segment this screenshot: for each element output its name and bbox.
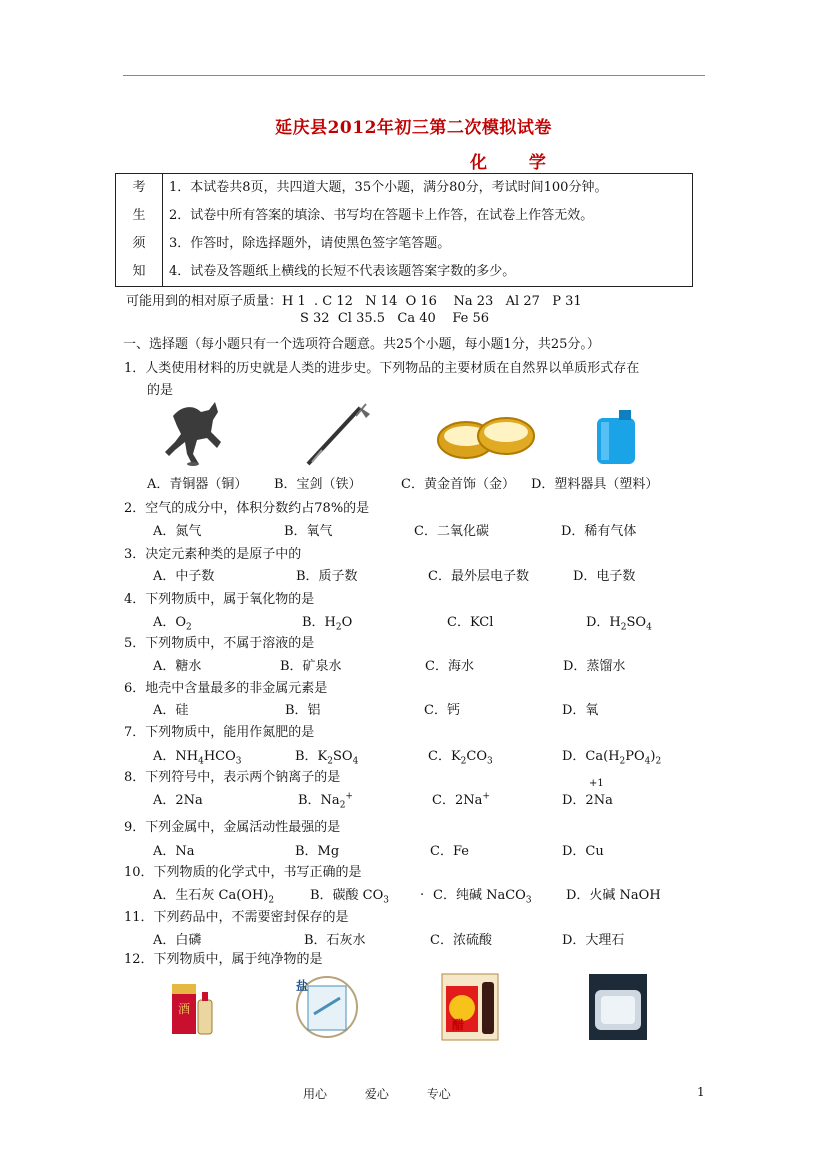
q11-option-d: D．大理石: [562, 933, 625, 948]
notice-item: 1．本试卷共8页，共四道大题，35个小题，满分80分，考试时间100分钟。: [169, 180, 608, 195]
q1-option-d: D．塑料器具（塑料）: [531, 477, 659, 492]
question-8-stem: 8．下列符号中，表示两个钠离子的是: [124, 770, 341, 785]
q8-option-d: D．2Na: [562, 793, 613, 808]
q11-option-b: B．石灰水: [304, 933, 366, 948]
exam-subject: 化 学: [470, 153, 564, 173]
q10-option-c: C．纯碱 NaCO$_3$: [433, 888, 532, 906]
q6-option-d: D．氧: [562, 703, 599, 718]
q6-option-c: C．钙: [424, 703, 460, 718]
q9-option-c: C．Fe: [430, 844, 469, 859]
question-9-stem: 9．下列金属中，金属活动性最强的是: [124, 820, 341, 835]
q2-option-c: C．二氧化碳: [414, 524, 489, 539]
q10-option-b: B．碳酸 $CO_3$: [310, 888, 390, 906]
ice-block-icon: [589, 974, 647, 1040]
q3-option-d: D．电子数: [573, 569, 636, 584]
q4-option-c: C．KCl: [447, 615, 494, 630]
notice-items: [163, 174, 693, 287]
notice-item: 2．试卷中所有答案的填涂、书写均在答题卡上作答，在试卷上作答无效。: [169, 208, 594, 223]
footer-word: 用心: [303, 1087, 328, 1101]
question-1-stem-cont: 的是: [147, 383, 174, 398]
q7-option-b: B．$K_2SO_4$: [295, 749, 359, 767]
q6-option-b: B．铝: [285, 703, 321, 718]
sword-icon: [302, 400, 374, 470]
exam-title: 延庆县2012年初三第二次模拟试卷: [275, 118, 552, 138]
q1-option-a: A．青铜器（铜）: [147, 477, 248, 492]
notice-item: 4．试卷及答题纸上横线的长短不代表该题答案字数的多少。: [169, 264, 516, 279]
q7-option-d: D．$Ca(H_2PO_4)_2$: [562, 749, 662, 767]
q5-option-a: A．糖水: [153, 659, 202, 674]
footer-word: 爱心: [364, 1087, 389, 1101]
q2-option-a: A．氮气: [153, 524, 202, 539]
question-4-stem: 4．下列物质中，属于氧化物的是: [124, 592, 315, 607]
header-rule: [123, 75, 705, 76]
q11-option-a: A．白磷: [153, 933, 202, 948]
candidate-notice-table: [115, 173, 693, 287]
q3-option-b: B．质子数: [296, 569, 358, 584]
q11-option-c: C．浓硫酸: [430, 933, 492, 948]
q8-option-d-valence: +1: [589, 778, 604, 789]
question-7-stem: 7．下列物质中，能用作氮肥的是: [124, 725, 315, 740]
liquor-box-icon: [170, 980, 216, 1038]
question-1-stem: 1．人类使用材料的历史就是人类的进步史。下列物品的主要材质在自然界以单质形式存在: [124, 361, 640, 376]
q4-option-d: D．$H_2SO_4$: [586, 615, 652, 633]
q7-option-a: A．$NH_4HCO_3$: [153, 749, 242, 767]
q9-option-a: A．Na: [153, 844, 195, 859]
q5-option-c: C．海水: [425, 659, 474, 674]
q3-option-c: C．最外层电子数: [428, 569, 529, 584]
q5-option-d: D．蒸馏水: [563, 659, 626, 674]
q10-dot: .: [420, 884, 425, 899]
notice-side-label: 考 生 须 知: [116, 174, 163, 287]
question-3-stem: 3．决定元素种类的是原子中的: [124, 547, 302, 562]
q1-option-c: C．黄金首饰（金）: [401, 477, 515, 492]
q10-option-d: D．火碱 NaOH: [566, 888, 661, 903]
gold-bracelet-icon: [436, 410, 536, 462]
plastic-jug-icon: [593, 408, 639, 466]
question-5-stem: 5．下列物质中，不属于溶液的是: [124, 636, 315, 651]
bronze-horse-icon: [163, 398, 231, 468]
q9-option-b: B．Mg: [295, 844, 340, 859]
question-6-stem: 6．地壳中含量最多的非金属元素是: [124, 681, 328, 696]
q8-option-c: C．2Na+: [432, 791, 490, 808]
section-heading: 一、选择题（每小题只有一个选项符合题意。共25个小题，每小题1分，共25分。）: [123, 337, 600, 352]
q9-option-d: D．Cu: [562, 844, 604, 859]
q8-option-a: A．2Na: [153, 793, 203, 808]
q2-option-d: D．稀有气体: [561, 524, 637, 539]
q7-option-c: C．$K_2CO_3$: [428, 749, 493, 767]
q4-option-b: B．$H_2O$: [302, 615, 353, 633]
q8-option-b: B．$Na_2^+$: [298, 791, 353, 811]
question-10-stem: 10．下列物质的化学式中，书写正确的是: [124, 865, 362, 880]
page-number: 1: [697, 1085, 705, 1099]
q5-option-b: B．矿泉水: [280, 659, 342, 674]
q10-option-a: A．生石灰 $Ca(OH)_2$: [153, 888, 275, 906]
question-11-stem: 11．下列药品中，不需要密封保存的是: [124, 910, 349, 925]
question-12-stem: 12．下列物质中，属于纯净物的是: [124, 952, 323, 967]
vinegar-box-icon: [440, 972, 500, 1042]
salt-bag-label: 盐: [296, 979, 309, 993]
q4-option-a: A．$O_2$: [153, 615, 192, 633]
atomic-mass-line-1: 可能用到的相对原子质量：H 1 . C 12 N 14 O 16 Na 23 Al 27 P 31: [126, 294, 582, 309]
q2-option-b: B．氧气: [284, 524, 333, 539]
page-footer: [303, 1085, 485, 1102]
q1-option-b: B．宝剑（铁）: [274, 477, 362, 492]
liquor-box-label: 酒: [178, 1002, 191, 1016]
notice-item: 3．作答时，除选择题外，请使黑色签字笔答题。: [169, 236, 451, 251]
question-2-stem: 2．空气的成分中，体积分数约占78%的是: [124, 501, 370, 516]
q3-option-a: A．中子数: [153, 569, 215, 584]
q6-option-a: A．硅: [153, 703, 189, 718]
footer-word: 专心: [426, 1087, 451, 1101]
atomic-mass-line-2: S 32 Cl 35.5 Ca 40 Fe 56: [300, 311, 490, 326]
vinegar-box-label: 醋: [452, 1018, 465, 1032]
